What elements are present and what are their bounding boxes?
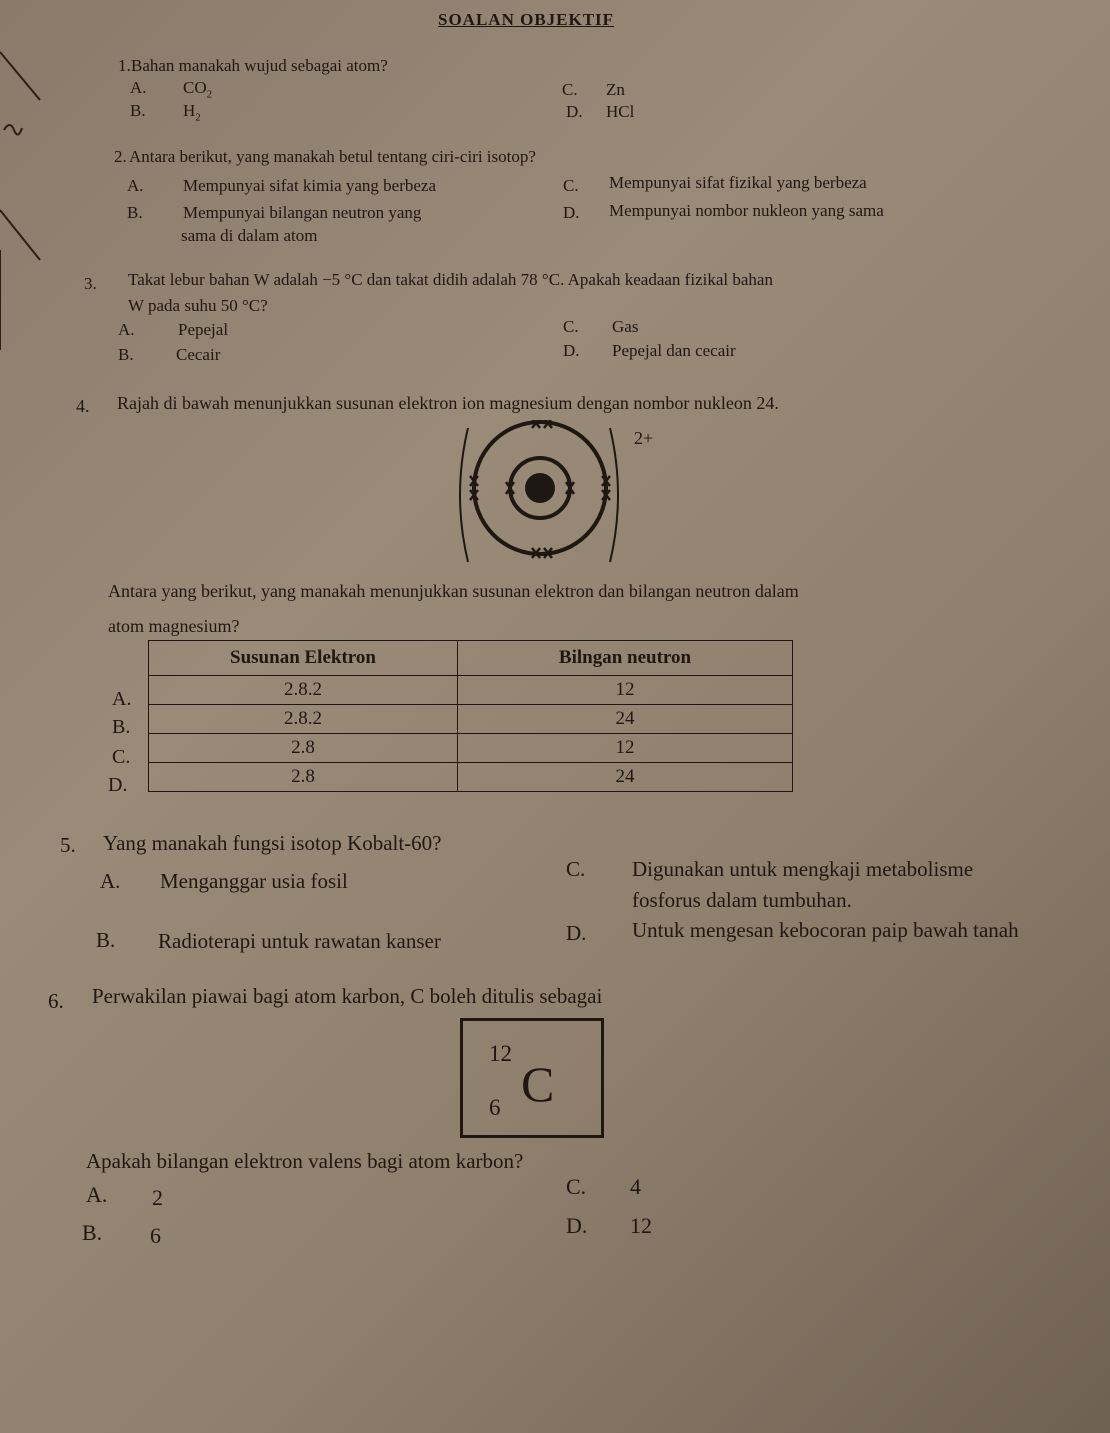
q2-option-c: Mempunyai sifat fizikal yang berbeza <box>609 173 867 192</box>
q1-option-b-label: B. <box>130 101 146 120</box>
q1-option-c: Zn <box>606 80 625 99</box>
q6-option-a: 2 <box>152 1185 163 1210</box>
q1-option-a <box>183 78 212 100</box>
q3-text: Takat lebur bahan W adalah −5 °C dan takat didih adalah 78 °C. Apakah keadaan fizikal bahan <box>128 270 773 289</box>
q1-text: Bahan manakah wujud sebagai atom? <box>131 56 388 75</box>
q4-text: Rajah di bawah menunjukkan susunan elektron ion magnesium dengan nombor nukleon 24. <box>117 393 779 413</box>
q5-option-a: Menganggar usia fosil <box>160 869 348 893</box>
q5-number: 5. <box>60 833 76 857</box>
q3-option-b-label: B. <box>118 345 134 364</box>
q2-option-d: Mempunyai nombor nukleon yang sama <box>609 201 884 220</box>
q1-option-a-base: CO <box>183 78 207 97</box>
q4-option-d-label: D. <box>108 774 128 796</box>
atomic-number: 6 <box>489 1095 501 1120</box>
q1-option-b-sub: 2 <box>195 111 201 124</box>
q2-text: Antara berikut, yang manakah betul tentang ciri-ciri isotop? <box>129 147 536 166</box>
q5-option-b: Radioterapi untuk rawatan kanser <box>158 929 441 953</box>
mass-number: 12 <box>489 1041 512 1066</box>
q1-option-d: HCl <box>606 102 635 121</box>
q5-text: Yang manakah fungsi isotop Kobalt-60? <box>103 831 442 855</box>
q6-option-d: 12 <box>630 1213 652 1238</box>
table-row <box>149 734 793 763</box>
q3-option-a-label: A. <box>118 320 135 339</box>
q2-option-b: Mempunyai bilangan neutron yang <box>183 203 422 222</box>
q1-option-b-base: H <box>183 101 196 120</box>
table-row <box>149 705 793 734</box>
page-title: SOALAN OBJEKTIF <box>438 10 615 29</box>
q1-option-a-sub: 2 <box>206 88 213 101</box>
q3-number: 3. <box>84 274 97 293</box>
table-header: Bilngan neutron <box>458 641 793 676</box>
q6-option-b: 6 <box>150 1223 161 1248</box>
q6-option-a-label: A. <box>86 1182 108 1207</box>
element-symbol: C <box>521 1056 555 1112</box>
q3-option-c: Gas <box>612 317 639 336</box>
table-cell: 12 <box>458 734 793 763</box>
q3-option-a: Pepejal <box>178 320 229 339</box>
q5-option-c: Digunakan untuk mengkaji metabolisme <box>632 857 974 881</box>
table-row <box>149 676 793 705</box>
q3-option-b: Cecair <box>176 345 221 364</box>
q6-number: 6. <box>48 989 64 1013</box>
q2-option-a-label: A. <box>127 176 144 195</box>
q2-option-d-label: D. <box>563 203 580 222</box>
ion-charge: 2+ <box>634 428 654 448</box>
q6-text: Perwakilan piawai bagi atom karbon, C boleh ditulis sebagai <box>92 984 603 1008</box>
q5-option-d: Untuk mengesan kebocoran paip bawah tanah <box>632 918 1019 942</box>
table-cell: 2.8.2 <box>149 676 458 705</box>
q2-option-b-label: B. <box>127 203 143 222</box>
q2-option-b-line2: sama di dalam atom <box>181 226 318 245</box>
q1-option-a-label: A. <box>130 78 147 97</box>
q4-option-a-label: A. <box>112 688 132 710</box>
q5-option-a-label: A. <box>100 869 121 893</box>
q5-option-d-label: D. <box>566 921 587 945</box>
q5-option-b-label: B. <box>96 928 116 952</box>
q6-option-c-label: C. <box>566 1174 587 1199</box>
table-cell: 2.8 <box>149 734 458 763</box>
q4-question-line2: atom magnesium? <box>108 616 240 636</box>
q3-text-line2: W pada suhu 50 °C? <box>128 296 268 315</box>
q1-option-c-label: C. <box>562 80 578 99</box>
q2-option-c-label: C. <box>563 176 579 195</box>
q4-question: Antara yang berikut, yang manakah menunjukkan susunan elektron dan bilangan neutron dalam <box>108 581 799 601</box>
table-cell: 24 <box>458 763 793 792</box>
q2-number: 2. <box>114 147 127 166</box>
q5-option-c-line2: fosforus dalam tumbuhan. <box>632 888 852 912</box>
table-cell: 2.8.2 <box>149 705 458 734</box>
q6-option-b-label: B. <box>82 1220 103 1245</box>
q1-option-b <box>183 101 201 123</box>
table-header: Susunan Elektron <box>149 641 458 676</box>
q3-option-c-label: C. <box>563 317 579 336</box>
q4-number: 4. <box>76 396 90 416</box>
q4-option-b-label: B. <box>112 716 131 738</box>
table-cell: 2.8 <box>149 763 458 792</box>
table-cell: 24 <box>458 705 793 734</box>
q4-answer-table <box>148 640 793 792</box>
q2-option-a: Mempunyai sifat kimia yang berbeza <box>183 176 437 195</box>
table-cell: 12 <box>458 676 793 705</box>
q4-option-c-label: C. <box>112 746 131 768</box>
q3-option-d-label: D. <box>563 341 580 360</box>
q1-option-d-label: D. <box>566 102 583 121</box>
q5-option-c-label: C. <box>566 857 586 881</box>
margin-marks <box>0 40 70 370</box>
carbon-notation-box <box>460 1018 604 1138</box>
q6-option-d-label: D. <box>566 1213 588 1238</box>
q6-option-c: 4 <box>630 1174 641 1199</box>
q6-question: Apakah bilangan elektron valens bagi atom karbon? <box>86 1149 524 1173</box>
magnesium-ion-diagram <box>450 420 640 570</box>
q3-option-d: Pepejal dan cecair <box>612 341 736 360</box>
q1-number: 1. <box>118 56 131 75</box>
table-row <box>149 763 793 792</box>
table-header-row <box>149 641 793 676</box>
